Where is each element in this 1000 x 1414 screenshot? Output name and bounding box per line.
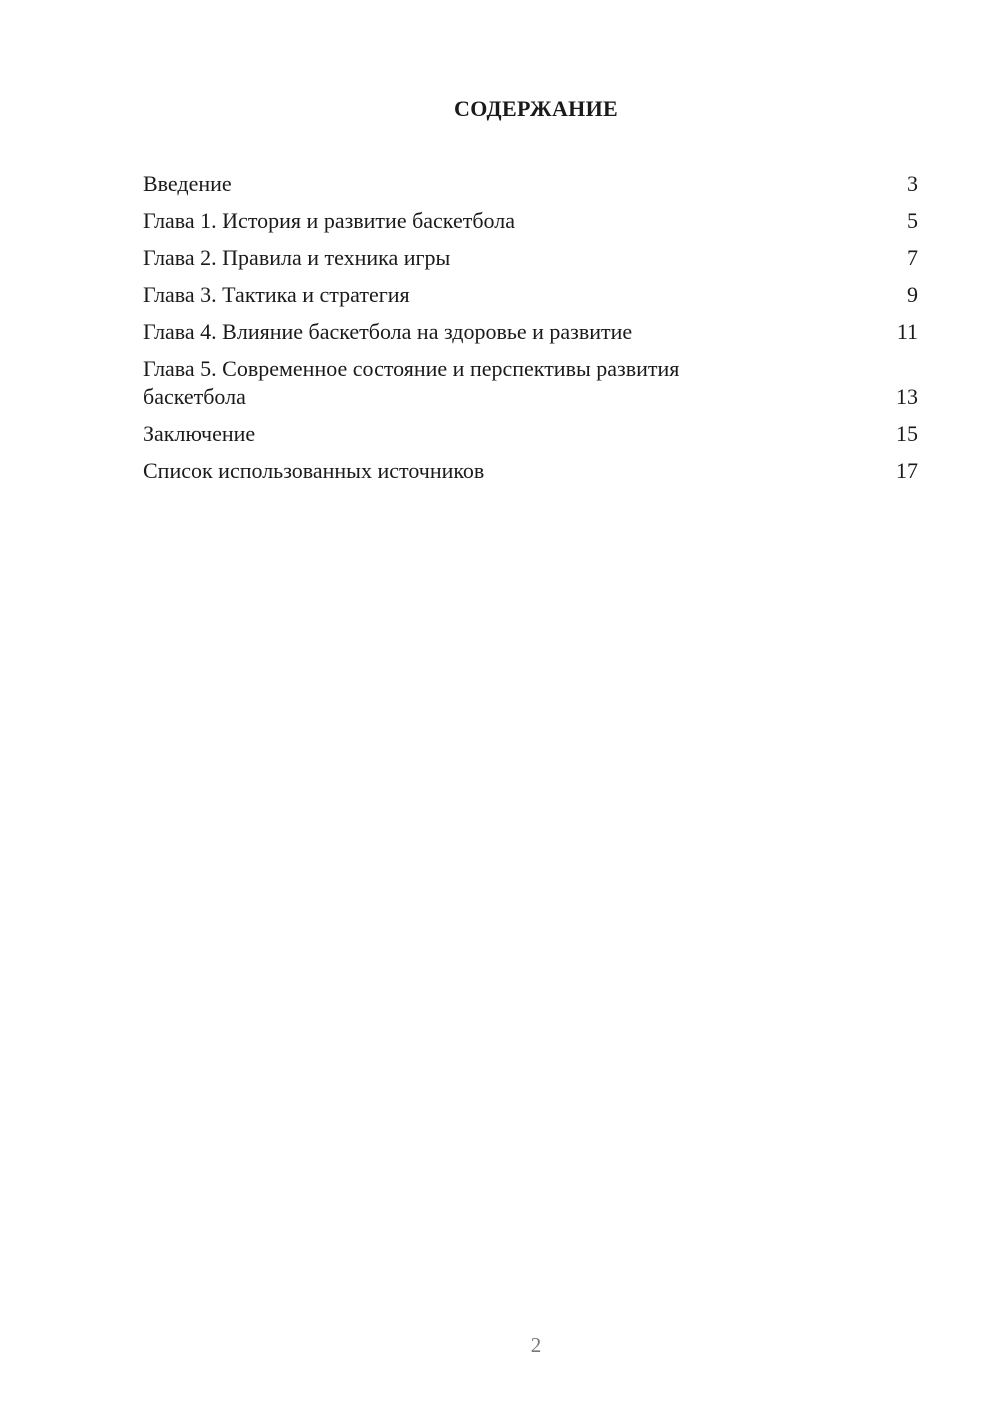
toc-entry-text: Глава 5. Современное состояние и перспективы развития баскетбола (143, 356, 680, 409)
toc-entry (143, 281, 918, 309)
page-number: 2 (530, 1333, 542, 1357)
toc-entry (143, 244, 918, 272)
toc-entry-page: 5 (907, 208, 918, 233)
toc-entry-page: 3 (907, 171, 918, 196)
page-title: СОДЕРЖАНИЕ (454, 96, 618, 121)
toc-entry-text: Заключение (143, 421, 256, 446)
toc-entry-page: 9 (907, 282, 918, 307)
toc-entry (143, 457, 918, 485)
toc-entry-text: Глава 3. Тактика и стратегия (143, 282, 410, 307)
toc-entry (143, 420, 918, 448)
toc-entry-text: Список использованных источников (143, 458, 485, 483)
toc-entry-text: Глава 1. История и развитие баскетбола (143, 208, 515, 233)
toc-entry-page: 13 (896, 384, 918, 409)
toc-entry-page: 15 (896, 421, 918, 446)
toc-entry-page: 17 (896, 458, 918, 483)
toc-entry-text: Глава 2. Правила и техника игры (143, 245, 451, 270)
toc-entry-page: 11 (896, 319, 918, 344)
toc-entry-text: Введение (143, 171, 232, 196)
toc-entry (143, 207, 918, 235)
toc-entry (143, 355, 918, 411)
toc-entry (143, 170, 918, 198)
toc-entry-text: Глава 4. Влияние баскетбола на здоровье и развитие (143, 319, 633, 344)
toc-entry-page: 7 (907, 245, 918, 270)
table-of-contents (143, 170, 918, 494)
toc-entry (143, 318, 918, 346)
